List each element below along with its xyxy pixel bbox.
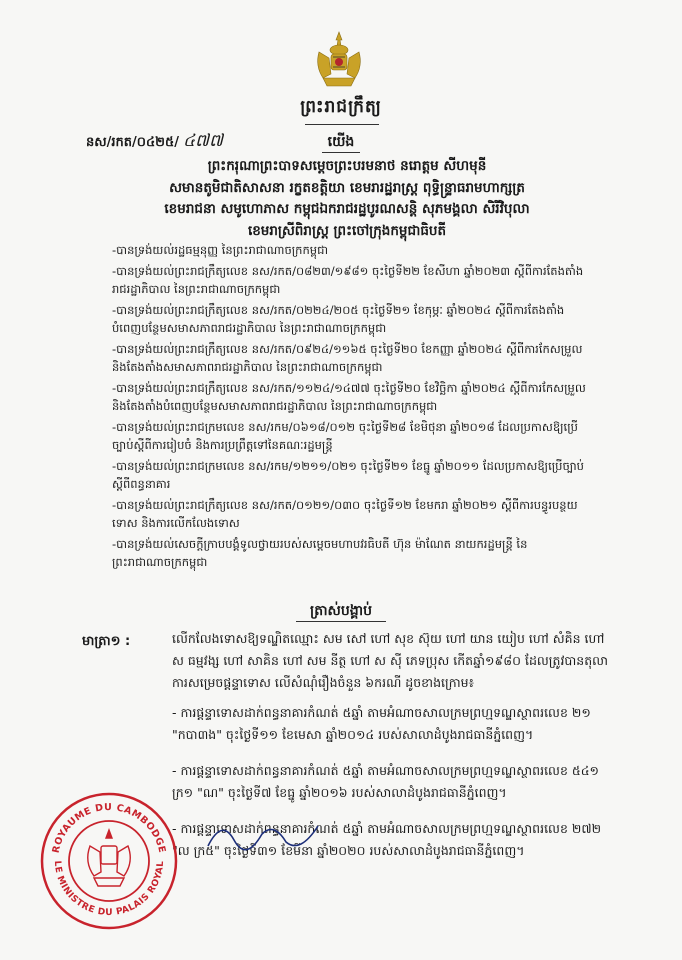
king-title-line: ខេមរាស្រីពិរាស្ត្រ ព្រះចៅក្រុងកម្ពុជាធិបតី xyxy=(247,222,447,239)
reference-code: នស/រកត/០៤២៥/ xyxy=(86,135,179,150)
king-title-block xyxy=(112,156,582,242)
legal-basis-item: -បានទ្រង់យល់ព្រះរាជក្រឹត្យលេខ នស/រកត/០៨២៣/១៩៨១ ចុះថ្ងៃទី២២ ខែសីហា ឆ្នាំ២០២៣ ស្តីពីការតែងតាំងរាជរដ្ឋាភិបាល នៃព្រះរាជាណាចក្រកម្ពុជា xyxy=(112,264,584,296)
title-underline xyxy=(305,124,379,125)
we-heading: យើង xyxy=(327,134,355,150)
we-underline xyxy=(322,152,360,153)
sentence-item: - ការផ្តន្ទាទោសដាក់ពន្ធនាគារកំណត់ ៥ឆ្នាំ តាមអំណាចសាលក្រមព្រហ្មទណ្ឌស្ថាពរលេខ ២១ "កបា៣ង" ចុះថ្ងៃទី១១ ខែមេសា ឆ្នាំ២០១៤ របស់សាលាដំបូងរាជធានីភ្នំពេញ។ xyxy=(172,705,591,742)
legal-basis-item: -បានទ្រង់យល់ព្រះរាជក្រឹត្យលេខ នស/រកត/០១២១/០៣០ ចុះថ្ងៃទី១២ ខែមករា ឆ្នាំ២០២១ ស្តីពីការបន្ធូរបន្ថយទោស និងការលើកលែងទោស xyxy=(112,498,578,530)
king-title-line: ព្រះករុណាព្រះបាទសម្តេចព្រះបរមនាថ នរោត្តម សីហមុនី xyxy=(207,158,487,174)
royal-palace-seal xyxy=(38,790,180,932)
sentence-item: - ការផ្តន្ទាទោសដាក់ពន្ធនាគារកំណត់ ៥ឆ្នាំ តាមអំណាចសាលក្រមព្រហ្មទណ្ឌស្ថាពរលេខ ២៧២ "ល ក្រ៥" ចុះថ្ងៃទី៣១ ខែមីនា ឆ្នាំ២០២០ របស់សាលាដំបូងរាជធានីភ្នំពេញ។ xyxy=(172,821,602,858)
legal-basis-item: -បានទ្រង់យល់រដ្ឋធម្មនុញ្ញ នៃព្រះរាជាណាចក្រកម្ពុជា xyxy=(112,243,329,257)
legal-basis-item: -បានទ្រង់យល់ព្រះរាជក្រឹត្យលេខ នស/រកត/០២២៤/២០៥ ចុះថ្ងៃទី២១ ខែកុម្ភៈ ឆ្នាំ២០២៤ ស្តីពីការតែងតាំងបំពេញបន្ថែមសមាសភាពរាជរដ្ឋាភិបាល នៃព្រះរាជាណាចក្រកម្ពុជា xyxy=(112,303,565,335)
legal-basis-item: -បានទ្រង់យល់ព្រះរាជក្រឹត្យលេខ នស/រកត/០៩២៤/១១៦៥ ចុះថ្ងៃទី២០ ខែកញ្ញា ឆ្នាំ២០២៤ ស្តីពីការកែសម្រួល និងតែងតាំងសមាសភាពរាជរដ្ឋាភិបាល នៃព្រះរាជាណាចក្រកម្ពុជា xyxy=(112,342,583,374)
article-label: មាត្រា១ : xyxy=(82,634,131,649)
legal-basis-item: -បានទ្រង់យល់ព្រះរាជក្រឹត្យលេខ នស/រកត/១១២៤/១៤៧៧ ចុះថ្ងៃទី២០ ខែវិច្ឆិកា ឆ្នាំ២០២៤ ស្តីពីការកែសម្រួល និងតែងតាំងបំពេញបន្ថែមសមាសភាពរាជរដ្ឋាភិបាល នៃព្រះរាជាណាចក្រកម្ពុជា xyxy=(112,381,586,413)
reference-handwritten-number: ៤៧៧ xyxy=(182,131,223,151)
legal-basis-item: -បានទ្រង់យល់ព្រះរាជក្រមលេខ នស/រកម/១២១១/០២១ ចុះថ្ងៃទី២១ ខែធ្នូ ឆ្នាំ២០១១ ដែលប្រកាសឱ្យប្រើច្បាប់ស្តីពីពន្ធនាគារ xyxy=(112,459,584,491)
royal-arms-stamp-icon xyxy=(88,830,131,886)
legal-basis-list xyxy=(112,241,587,574)
decrees-heading: ត្រាស់បង្គាប់ xyxy=(310,603,372,619)
article-body: លើកលែងទោសឱ្យទណ្ឌិតឈ្មោះ សម សៅ ហៅ សុខ ស៊ុយ ហៅ យាន យៀប ហៅ សំគិន ហៅ ស ធម្មវង្ស ហៅ សាគិន ហៅ សម នីត្ថ ហៅ ស ស៊ី ភេទប្រុស កើតឆ្នាំ១៩៨០ ដែលត្រូវបានតុលាការសម្រេចផ្តន្ទាទោស លើសំណុំរឿងចំនួន ៦ករណី ដូចខាងក្រោម៖ xyxy=(172,631,609,690)
seal-bottom-text: LE MINISTRE DU PALAIS ROYAL xyxy=(51,860,167,919)
king-title-line: ខេមរាជនា សមូហោភាស កម្ពុជឯករាជរដ្ឋបូរណសន្តិ សុភមង្គលា សិរីវិបុលា xyxy=(164,201,530,217)
seal-top-text: ROYAUME DU CAMBODGE xyxy=(50,801,168,855)
legal-basis-item: -បានទ្រង់យល់ព្រះរាជក្រមលេខ នស/រកម/០៦១៨/០១២ ចុះថ្ងៃទី២៨ ខែមិថុនា ឆ្នាំ២០១៨ ដែលប្រកាសឱ្យប្រើច្បាប់ស្តីពីការរៀបចំ និងការប្រព្រឹត្តទៅនៃគណៈរដ្ឋមន្ត្រី xyxy=(112,420,578,452)
sentence-item: - ការផ្តន្ទាទោសដាក់ពន្ធនាគារកំណត់ ៥ឆ្នាំ តាមអំណាចសាលក្រមព្រហ្មទណ្ឌស្ថាពរលេខ ៥៤១ ក្រ១ "ណ" ចុះថ្ងៃទី៧ ខែធ្នូ ឆ្នាំ២០១៦ របស់សាលាដំបូងរាជធានីភ្នំពេញ។ xyxy=(172,763,600,800)
king-title-line: សមានតូមិជាតិសាសនា រក្ខតខត្តិយា ខេមរារដ្ឋរាស្ត្រ ពុទ្ធិន្ទ្រាធរាមហាក្សត្រ xyxy=(169,179,525,196)
signature xyxy=(204,812,324,860)
royal-arms-of-cambodia-icon xyxy=(311,30,367,90)
legal-basis-item: -បានទ្រង់យល់សេចក្តីក្រាបបង្គំទូលថ្វាយរបស់សម្តេចមហាបវរធិបតី ហ៊ុន ម៉ាណែត នាយករដ្ឋមន្ត្រី នៃព្រះរាជាណាចក្រកម្ពុជា xyxy=(112,537,528,569)
document-title: ព្រះរាជក្រឹត្យ xyxy=(300,97,382,117)
decrees-underline xyxy=(296,621,386,622)
